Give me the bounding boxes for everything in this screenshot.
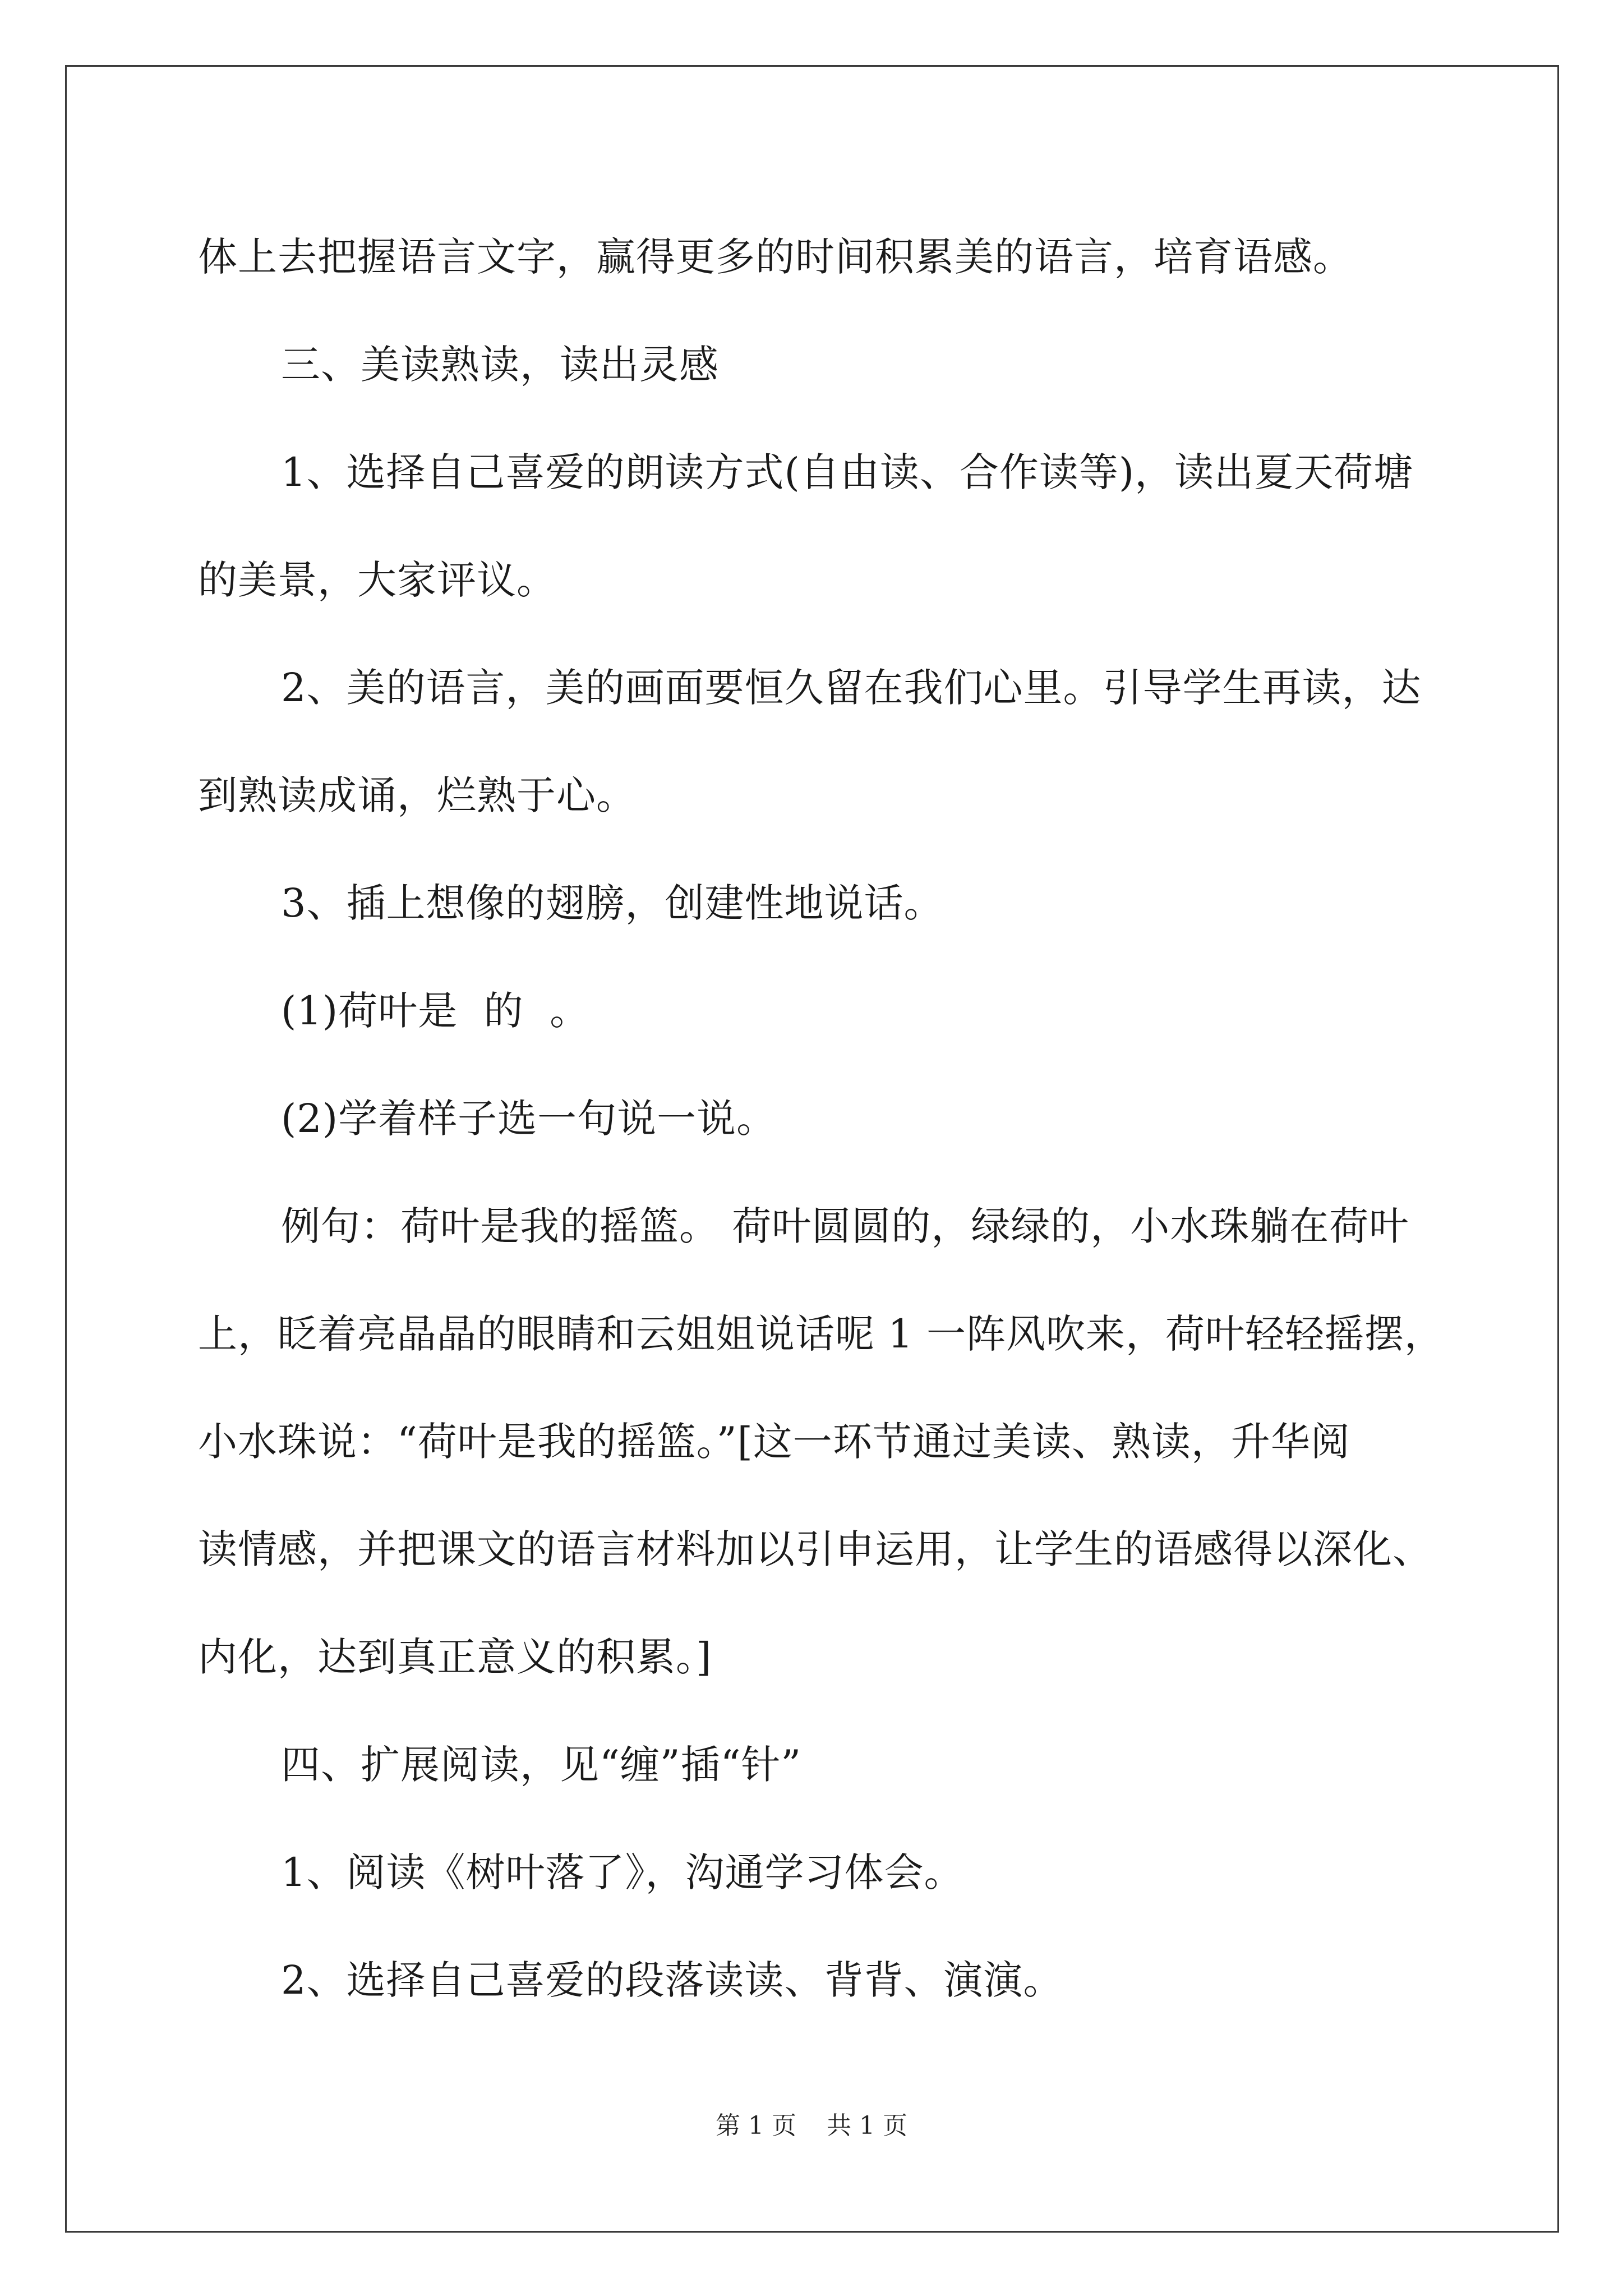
paragraph-line: 内化，达到真正意义的积累。] [198,1634,712,1680]
paragraph-line: 1、阅读《树叶落了》，沟通学习体会。 [281,1849,964,1895]
paragraph-line: 读情感，并把课文的语言材料加以引申运用，让学生的语感得以深化、 [198,1526,1432,1572]
paragraph-line: 上，眨着亮晶晶的眼睛和云姐姐说话呢 1 一阵风吹来，荷叶轻轻摇摆， [198,1311,1445,1357]
section-heading-3: 三、美读熟读，读出灵感 [281,342,719,388]
section-heading-4: 四、扩展阅读，见“缠”插“针” [281,1742,802,1788]
paragraph-line: (1)荷叶是 的 。 [281,988,590,1034]
page-number-total: 共 1 页 [827,2111,907,2140]
paragraph-line: 3、插上想像的翅膀，创建性地说话。 [281,880,944,926]
paragraph-line: 2、选择自己喜爱的段落读读、背背、演演。 [281,1957,1063,2003]
paragraph-line: 例句：荷叶是我的摇篮。 荷叶圆圆的，绿绿的，小水珠躺在荷叶 [281,1203,1409,1249]
document-body [198,203,1477,2034]
paragraph-line: 体上去把握语言文字，赢得更多的时间积累美的语言，培育语感。 [198,234,1353,280]
paragraph-line: 的美景，大家评议。 [198,557,556,603]
paragraph-line: 2、美的语言，美的画面要恒久留在我们心里。引导学生再读，达 [281,665,1422,711]
paragraph-line: 到熟读成诵，烂熟于心。 [198,772,636,818]
page-number-current: 第 1 页 [716,2111,796,2140]
paragraph-line: 小水珠说：“荷叶是我的摇篮。”[这一环节通过美读、熟读，升华阅 [198,1419,1350,1465]
paragraph-line: 1、选择自己喜爱的朗读方式(自由读、合作读等)，读出夏天荷塘 [281,449,1414,495]
page-footer [0,2109,1623,2143]
paragraph-line: (2)学着样子选一句说一说。 [281,1096,777,1142]
